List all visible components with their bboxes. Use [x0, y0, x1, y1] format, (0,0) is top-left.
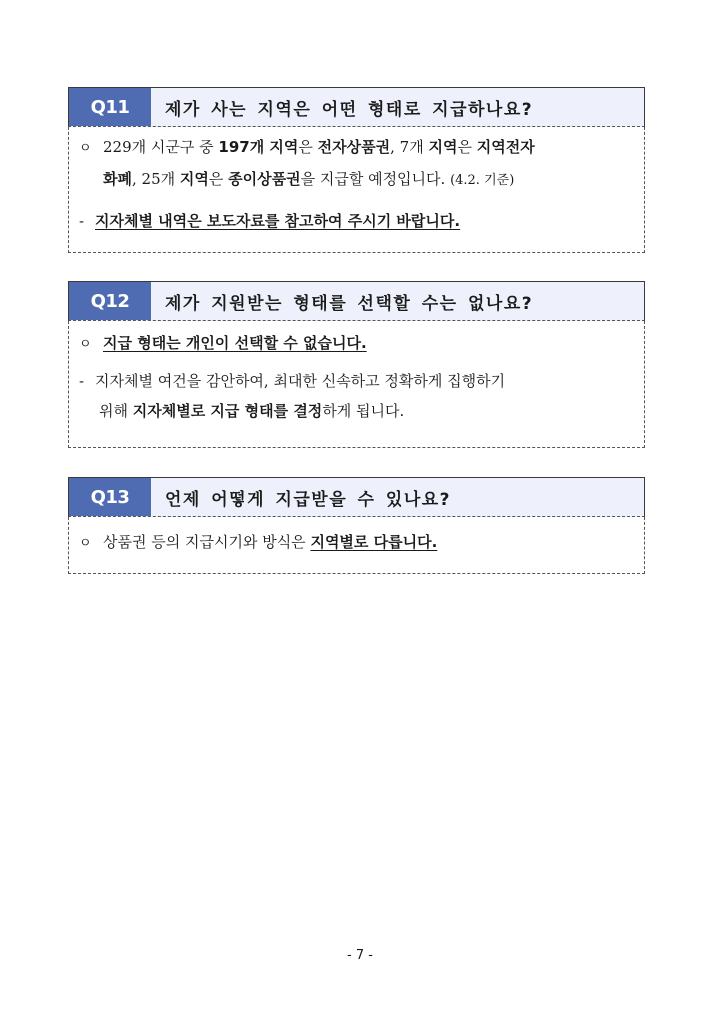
answer-line-q12-1: ㅇ 지급 형태는 개인이 선택할 수 없습니다. — [79, 328, 634, 360]
question-title-q13: 언제 어떻게 지급받을 수 있나요? — [165, 489, 452, 510]
question-header-q13 — [68, 477, 645, 517]
question-title-q11: 제가 사는 지역은 어떤 형태로 지급하나요? — [165, 99, 534, 120]
answer-body-q13 — [68, 517, 645, 574]
circle-bullet-icon: ㅇ — [79, 337, 92, 352]
question-number-q12: Q12 — [69, 282, 151, 320]
answer-body-q12 — [68, 321, 645, 448]
dash-bullet: - — [79, 372, 85, 390]
answer-line-q12-3: 위해 지자체별로 지급 형태를 결정하게 됩니다. — [99, 402, 405, 420]
answer-line-q12-2: - 지자체별 여건을 감안하여, 최대한 신속하고 정확하게 집행하기 — [79, 366, 634, 396]
circle-bullet-icon: ㅇ — [79, 536, 92, 551]
circle-bullet-icon: ㅇ — [79, 141, 92, 156]
answer-line-q11-1: ㅇ 229개 시군구 중 197개 지역은 전자상품권, 7개 지역은 지역전자 — [79, 132, 634, 164]
qa-block-q12 — [68, 281, 645, 448]
answer-line-q11-2: 화폐, 25개 지역은 종이상품권을 지급할 예정입니다. (4.2. 기준) — [103, 170, 515, 188]
question-header-q11 — [68, 87, 645, 127]
qa-block-q13 — [68, 477, 645, 574]
question-number-q11: Q11 — [69, 88, 151, 126]
answer-line-q13-1: ㅇ 상품권 등의 지급시기와 방식은 지역별로 다릅니다. — [79, 527, 634, 559]
question-number-q13: Q13 — [69, 478, 151, 516]
question-header-q12 — [68, 281, 645, 321]
qa-block-q11 — [68, 87, 645, 253]
dash-bullet: - — [79, 212, 85, 230]
page-number: - 7 - — [347, 948, 373, 963]
answer-line-q11-3: - 지자체별 내역은 보도자료를 참고하여 주시기 바랍니다. — [79, 206, 634, 236]
question-title-q12: 제가 지원받는 형태를 선택할 수는 없나요? — [165, 293, 534, 314]
answer-body-q11 — [68, 127, 645, 253]
